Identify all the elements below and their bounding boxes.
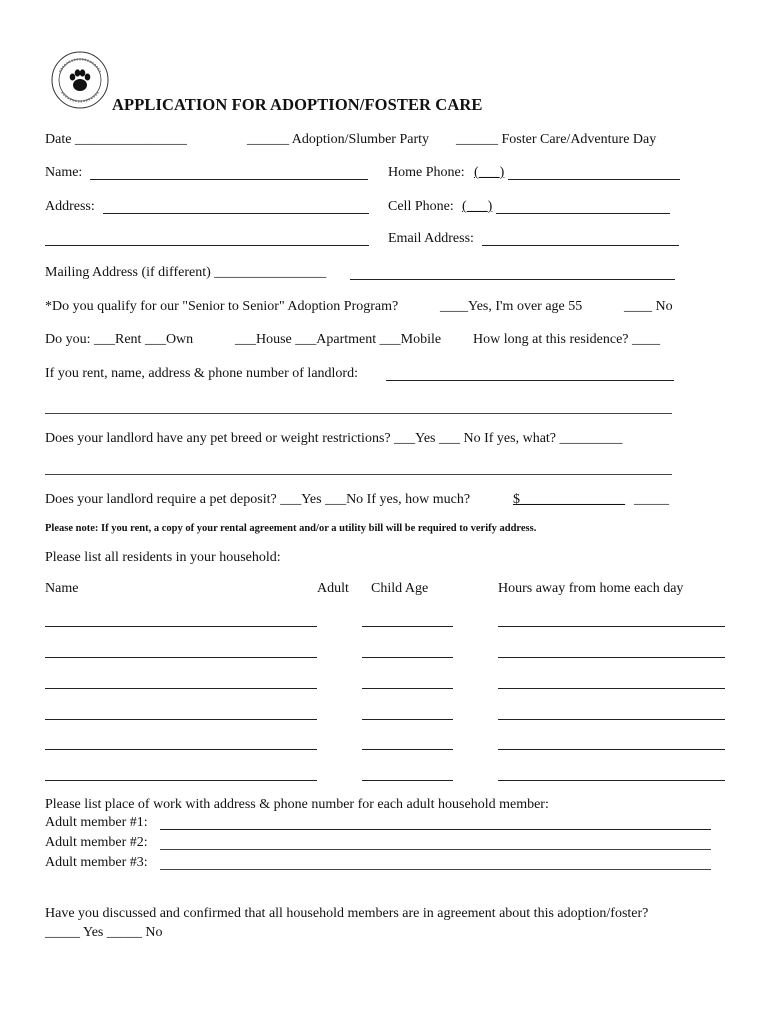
mailing-address-label: Mailing Address (if different) ________________: [45, 265, 327, 280]
home-phone-label: Home Phone:: [388, 165, 465, 180]
resident-child-age-field[interactable]: [362, 780, 453, 781]
adult-member-2-field[interactable]: [160, 849, 711, 850]
name-label: Name:: [45, 165, 83, 180]
cell-phone-field[interactable]: [496, 213, 670, 214]
resident-name-field[interactable]: [45, 780, 317, 781]
form-title: APPLICATION FOR ADOPTION/FOSTER CARE: [112, 95, 483, 114]
resident-hours-field[interactable]: [498, 657, 725, 658]
rental-note: Please note: If you rent, a copy of your rental agreement and/or a utility bill will be required to verify address.: [45, 523, 537, 534]
column-header-adult: Adult: [317, 581, 349, 596]
adult-member-3-field[interactable]: [160, 869, 711, 870]
cell-phone-label: Cell Phone:: [388, 199, 454, 214]
dwelling-type-options: ___House ___Apartment ___Mobile: [235, 332, 442, 347]
mailing-address-field[interactable]: [350, 279, 675, 280]
address-line-2-field[interactable]: [45, 245, 369, 246]
address-field[interactable]: [103, 213, 369, 214]
pet-deposit-question: Does your landlord require a pet deposit? ___Yes ___No If yes, how much?: [45, 492, 471, 507]
adult-member-3-label: Adult member #3:: [45, 855, 148, 870]
rescue-seal-logo: [50, 50, 110, 110]
adult-member-2-label: Adult member #2:: [45, 835, 148, 850]
resident-hours-field[interactable]: [498, 719, 725, 720]
paw-seal-icon: [50, 50, 110, 110]
pet-restrictions-field-2[interactable]: [45, 474, 672, 475]
resident-hours-field[interactable]: [498, 688, 725, 689]
column-header-child-age: Child Age: [371, 581, 429, 596]
household-agreement-question: Have you discussed and confirmed that all household members are in agreement about this adoption/foster?: [45, 906, 649, 921]
resident-name-field[interactable]: [45, 626, 317, 627]
pet-restrictions-question: Does your landlord have any pet breed or weight restrictions? ___Yes ___ No If yes, what? _________: [45, 431, 623, 446]
resident-child-age-field[interactable]: [362, 688, 453, 689]
resident-child-age-field[interactable]: [362, 719, 453, 720]
cell-phone-area-code: (___): [462, 199, 493, 214]
foster-adventure-option: ______ Foster Care/Adventure Day: [456, 132, 657, 147]
home-phone-field[interactable]: [508, 179, 680, 180]
senior-yes-option: ____Yes, I'm over age 55: [440, 299, 583, 314]
resident-child-age-field[interactable]: [362, 749, 453, 750]
column-header-name: Name: [45, 581, 79, 596]
pet-deposit-tail: _____: [634, 492, 669, 507]
resident-hours-field[interactable]: [498, 626, 725, 627]
residents-heading: Please list all residents in your household:: [45, 550, 281, 565]
resident-name-field[interactable]: [45, 657, 317, 658]
adult-member-1-field[interactable]: [160, 829, 711, 830]
resident-child-age-field[interactable]: [362, 657, 453, 658]
date-field-label: Date ________________: [45, 132, 187, 147]
resident-child-age-field[interactable]: [362, 626, 453, 627]
landlord-info-field-2[interactable]: [45, 413, 672, 414]
resident-hours-field[interactable]: [498, 780, 725, 781]
landlord-info-field[interactable]: [386, 380, 674, 381]
email-label: Email Address:: [388, 231, 474, 246]
residence-duration-label: How long at this residence? ____: [473, 332, 661, 347]
pet-deposit-amount: $_______________: [513, 492, 625, 507]
workplace-heading: Please list place of work with address & phone number for each adult household member:: [45, 797, 549, 812]
senior-program-question: *Do you qualify for our "Senior to Senior" Adoption Program?: [45, 299, 399, 314]
name-field[interactable]: [90, 179, 368, 180]
address-label: Address:: [45, 199, 95, 214]
adoption-slumber-option: ______ Adoption/Slumber Party: [247, 132, 429, 147]
resident-hours-field[interactable]: [498, 749, 725, 750]
senior-no-option: ____ No: [624, 299, 673, 314]
adult-member-1-label: Adult member #1:: [45, 815, 148, 830]
rent-own-options: Do you: ___Rent ___Own: [45, 332, 194, 347]
column-header-hours: Hours away from home each day: [498, 581, 684, 596]
household-agreement-options: _____ Yes _____ No: [45, 925, 163, 940]
resident-name-field[interactable]: [45, 749, 317, 750]
resident-name-field[interactable]: [45, 719, 317, 720]
resident-name-field[interactable]: [45, 688, 317, 689]
landlord-info-label: If you rent, name, address & phone number of landlord:: [45, 366, 358, 381]
home-phone-area-code: (___): [474, 165, 505, 180]
email-field[interactable]: [482, 245, 679, 246]
